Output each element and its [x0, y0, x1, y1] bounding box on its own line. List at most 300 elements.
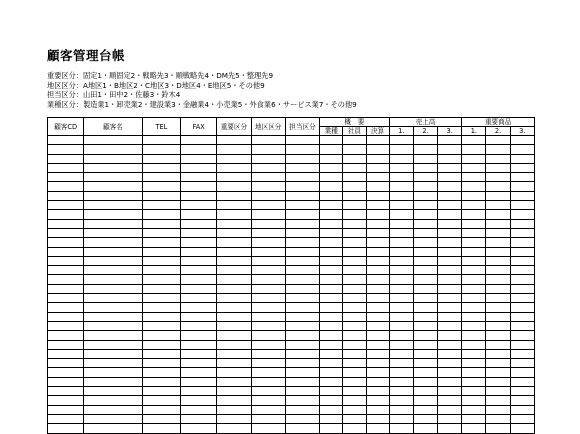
table-cell[interactable]	[48, 145, 84, 154]
table-cell[interactable]	[320, 396, 343, 405]
table-cell[interactable]	[285, 275, 319, 284]
table-cell[interactable]	[142, 294, 180, 303]
table-cell[interactable]	[510, 136, 534, 145]
table-cell[interactable]	[285, 163, 319, 172]
table-cell[interactable]	[413, 340, 437, 349]
table-cell[interactable]	[48, 247, 84, 256]
table-cell[interactable]	[142, 256, 180, 265]
table-cell[interactable]	[84, 219, 142, 228]
table-cell[interactable]	[413, 321, 437, 330]
table-cell[interactable]	[366, 182, 389, 191]
table-cell[interactable]	[285, 256, 319, 265]
table-cell[interactable]	[48, 414, 84, 423]
table-cell[interactable]	[462, 154, 486, 163]
table-cell[interactable]	[84, 340, 142, 349]
table-cell[interactable]	[389, 163, 413, 172]
table-cell[interactable]	[510, 340, 534, 349]
table-cell[interactable]	[217, 349, 251, 358]
table-cell[interactable]	[217, 145, 251, 154]
table-cell[interactable]	[413, 312, 437, 321]
table-cell[interactable]	[285, 303, 319, 312]
table-cell[interactable]	[366, 163, 389, 172]
table-cell[interactable]	[438, 377, 462, 386]
table-cell[interactable]	[142, 303, 180, 312]
table-cell[interactable]	[217, 331, 251, 340]
table-cell[interactable]	[389, 331, 413, 340]
table-cell[interactable]	[84, 396, 142, 405]
table-cell[interactable]	[486, 145, 510, 154]
table-cell[interactable]	[48, 396, 84, 405]
table-cell[interactable]	[142, 210, 180, 219]
table-cell[interactable]	[366, 312, 389, 321]
table-cell[interactable]	[486, 238, 510, 247]
table-cell[interactable]	[510, 145, 534, 154]
table-cell[interactable]	[413, 256, 437, 265]
table-cell[interactable]	[48, 321, 84, 330]
table-cell[interactable]	[285, 424, 319, 433]
table-cell[interactable]	[486, 201, 510, 210]
table-cell[interactable]	[462, 173, 486, 182]
table-cell[interactable]	[320, 387, 343, 396]
table-cell[interactable]	[84, 191, 142, 200]
table-cell[interactable]	[251, 136, 285, 145]
table-cell[interactable]	[142, 228, 180, 237]
table-cell[interactable]	[438, 136, 462, 145]
table-cell[interactable]	[142, 173, 180, 182]
table-cell[interactable]	[217, 191, 251, 200]
table-cell[interactable]	[251, 321, 285, 330]
table-cell[interactable]	[486, 331, 510, 340]
table-cell[interactable]	[320, 247, 343, 256]
table-cell[interactable]	[142, 145, 180, 154]
table-cell[interactable]	[217, 321, 251, 330]
table-cell[interactable]	[343, 228, 366, 237]
table-cell[interactable]	[366, 340, 389, 349]
table-cell[interactable]	[510, 331, 534, 340]
table-cell[interactable]	[217, 247, 251, 256]
table-cell[interactable]	[285, 228, 319, 237]
table-cell[interactable]	[486, 219, 510, 228]
table-cell[interactable]	[438, 201, 462, 210]
table-cell[interactable]	[181, 340, 217, 349]
table-cell[interactable]	[217, 154, 251, 163]
table-cell[interactable]	[285, 377, 319, 386]
table-cell[interactable]	[142, 154, 180, 163]
table-cell[interactable]	[413, 247, 437, 256]
table-cell[interactable]	[413, 349, 437, 358]
table-cell[interactable]	[48, 191, 84, 200]
table-cell[interactable]	[413, 377, 437, 386]
table-cell[interactable]	[486, 377, 510, 386]
table-cell[interactable]	[510, 284, 534, 293]
table-cell[interactable]	[486, 284, 510, 293]
table-cell[interactable]	[366, 247, 389, 256]
table-cell[interactable]	[343, 275, 366, 284]
table-cell[interactable]	[142, 424, 180, 433]
table-cell[interactable]	[366, 210, 389, 219]
table-cell[interactable]	[48, 266, 84, 275]
table-cell[interactable]	[366, 321, 389, 330]
table-cell[interactable]	[142, 368, 180, 377]
table-cell[interactable]	[486, 321, 510, 330]
table-cell[interactable]	[48, 173, 84, 182]
table-cell[interactable]	[510, 173, 534, 182]
table-cell[interactable]	[486, 387, 510, 396]
table-cell[interactable]	[251, 266, 285, 275]
table-cell[interactable]	[48, 368, 84, 377]
table-cell[interactable]	[510, 201, 534, 210]
table-cell[interactable]	[320, 136, 343, 145]
table-cell[interactable]	[510, 414, 534, 423]
table-cell[interactable]	[320, 191, 343, 200]
table-cell[interactable]	[84, 331, 142, 340]
table-cell[interactable]	[366, 219, 389, 228]
table-cell[interactable]	[320, 424, 343, 433]
table-cell[interactable]	[181, 145, 217, 154]
table-cell[interactable]	[285, 266, 319, 275]
table-cell[interactable]	[217, 219, 251, 228]
table-cell[interactable]	[486, 349, 510, 358]
table-cell[interactable]	[366, 284, 389, 293]
table-cell[interactable]	[84, 303, 142, 312]
table-cell[interactable]	[343, 359, 366, 368]
table-cell[interactable]	[217, 414, 251, 423]
table-cell[interactable]	[251, 294, 285, 303]
table-cell[interactable]	[84, 368, 142, 377]
table-cell[interactable]	[285, 136, 319, 145]
table-cell[interactable]	[343, 377, 366, 386]
table-cell[interactable]	[486, 359, 510, 368]
table-cell[interactable]	[251, 154, 285, 163]
table-cell[interactable]	[251, 359, 285, 368]
table-cell[interactable]	[389, 377, 413, 386]
table-cell[interactable]	[251, 377, 285, 386]
table-cell[interactable]	[389, 414, 413, 423]
table-cell[interactable]	[343, 424, 366, 433]
table-cell[interactable]	[181, 201, 217, 210]
table-cell[interactable]	[343, 349, 366, 358]
table-cell[interactable]	[510, 377, 534, 386]
table-cell[interactable]	[181, 294, 217, 303]
table-cell[interactable]	[510, 228, 534, 237]
table-cell[interactable]	[438, 275, 462, 284]
table-cell[interactable]	[251, 163, 285, 172]
table-cell[interactable]	[285, 182, 319, 191]
table-cell[interactable]	[217, 387, 251, 396]
table-cell[interactable]	[462, 359, 486, 368]
table-cell[interactable]	[366, 256, 389, 265]
table-cell[interactable]	[48, 387, 84, 396]
table-cell[interactable]	[48, 294, 84, 303]
table-cell[interactable]	[320, 331, 343, 340]
table-cell[interactable]	[413, 303, 437, 312]
table-cell[interactable]	[486, 154, 510, 163]
table-cell[interactable]	[510, 387, 534, 396]
table-cell[interactable]	[320, 228, 343, 237]
table-cell[interactable]	[320, 210, 343, 219]
table-cell[interactable]	[142, 349, 180, 358]
table-cell[interactable]	[251, 340, 285, 349]
table-cell[interactable]	[320, 284, 343, 293]
table-cell[interactable]	[413, 145, 437, 154]
table-cell[interactable]	[413, 368, 437, 377]
table-cell[interactable]	[142, 359, 180, 368]
table-cell[interactable]	[486, 163, 510, 172]
table-cell[interactable]	[320, 294, 343, 303]
table-cell[interactable]	[413, 182, 437, 191]
table-cell[interactable]	[438, 210, 462, 219]
table-cell[interactable]	[438, 303, 462, 312]
table-cell[interactable]	[181, 154, 217, 163]
table-cell[interactable]	[389, 201, 413, 210]
table-cell[interactable]	[510, 303, 534, 312]
table-cell[interactable]	[343, 191, 366, 200]
table-cell[interactable]	[366, 396, 389, 405]
table-cell[interactable]	[285, 349, 319, 358]
table-cell[interactable]	[389, 368, 413, 377]
table-cell[interactable]	[217, 163, 251, 172]
table-cell[interactable]	[251, 331, 285, 340]
table-cell[interactable]	[84, 321, 142, 330]
table-cell[interactable]	[413, 210, 437, 219]
table-cell[interactable]	[285, 238, 319, 247]
table-cell[interactable]	[84, 247, 142, 256]
table-cell[interactable]	[438, 294, 462, 303]
table-cell[interactable]	[413, 163, 437, 172]
table-cell[interactable]	[48, 340, 84, 349]
table-cell[interactable]	[462, 275, 486, 284]
table-cell[interactable]	[510, 210, 534, 219]
table-cell[interactable]	[413, 136, 437, 145]
table-cell[interactable]	[510, 256, 534, 265]
table-cell[interactable]	[320, 154, 343, 163]
table-cell[interactable]	[48, 349, 84, 358]
table-cell[interactable]	[251, 303, 285, 312]
table-cell[interactable]	[142, 136, 180, 145]
table-cell[interactable]	[389, 173, 413, 182]
table-cell[interactable]	[48, 238, 84, 247]
table-cell[interactable]	[343, 173, 366, 182]
table-cell[interactable]	[217, 396, 251, 405]
table-cell[interactable]	[413, 154, 437, 163]
table-cell[interactable]	[181, 163, 217, 172]
table-cell[interactable]	[217, 182, 251, 191]
table-cell[interactable]	[285, 145, 319, 154]
table-cell[interactable]	[217, 136, 251, 145]
table-cell[interactable]	[366, 424, 389, 433]
table-cell[interactable]	[142, 163, 180, 172]
table-cell[interactable]	[48, 136, 84, 145]
table-cell[interactable]	[84, 424, 142, 433]
table-cell[interactable]	[413, 396, 437, 405]
table-cell[interactable]	[366, 266, 389, 275]
table-cell[interactable]	[389, 191, 413, 200]
table-cell[interactable]	[181, 312, 217, 321]
table-cell[interactable]	[84, 284, 142, 293]
table-cell[interactable]	[320, 182, 343, 191]
table-cell[interactable]	[486, 182, 510, 191]
table-cell[interactable]	[413, 275, 437, 284]
table-cell[interactable]	[486, 228, 510, 237]
table-cell[interactable]	[251, 368, 285, 377]
table-cell[interactable]	[438, 349, 462, 358]
table-cell[interactable]	[217, 173, 251, 182]
table-cell[interactable]	[438, 256, 462, 265]
table-cell[interactable]	[84, 359, 142, 368]
table-cell[interactable]	[84, 238, 142, 247]
table-cell[interactable]	[84, 182, 142, 191]
table-cell[interactable]	[285, 312, 319, 321]
table-cell[interactable]	[510, 294, 534, 303]
table-cell[interactable]	[510, 163, 534, 172]
table-cell[interactable]	[251, 238, 285, 247]
table-cell[interactable]	[343, 182, 366, 191]
table-cell[interactable]	[320, 377, 343, 386]
table-cell[interactable]	[142, 321, 180, 330]
table-cell[interactable]	[84, 414, 142, 423]
table-cell[interactable]	[84, 163, 142, 172]
table-cell[interactable]	[343, 247, 366, 256]
table-cell[interactable]	[413, 387, 437, 396]
table-cell[interactable]	[320, 275, 343, 284]
table-cell[interactable]	[217, 294, 251, 303]
table-cell[interactable]	[389, 396, 413, 405]
table-cell[interactable]	[389, 387, 413, 396]
table-cell[interactable]	[389, 136, 413, 145]
table-cell[interactable]	[366, 331, 389, 340]
table-cell[interactable]	[389, 359, 413, 368]
table-cell[interactable]	[366, 154, 389, 163]
table-cell[interactable]	[217, 340, 251, 349]
table-cell[interactable]	[389, 349, 413, 358]
table-cell[interactable]	[462, 321, 486, 330]
table-cell[interactable]	[462, 191, 486, 200]
table-cell[interactable]	[343, 303, 366, 312]
table-cell[interactable]	[48, 377, 84, 386]
table-cell[interactable]	[285, 294, 319, 303]
table-cell[interactable]	[84, 201, 142, 210]
table-cell[interactable]	[486, 173, 510, 182]
table-cell[interactable]	[486, 424, 510, 433]
table-cell[interactable]	[217, 359, 251, 368]
table-cell[interactable]	[389, 228, 413, 237]
table-cell[interactable]	[462, 312, 486, 321]
table-cell[interactable]	[343, 219, 366, 228]
table-cell[interactable]	[84, 312, 142, 321]
table-cell[interactable]	[413, 284, 437, 293]
table-cell[interactable]	[320, 303, 343, 312]
table-cell[interactable]	[462, 294, 486, 303]
table-cell[interactable]	[181, 321, 217, 330]
table-cell[interactable]	[285, 359, 319, 368]
table-cell[interactable]	[142, 266, 180, 275]
table-cell[interactable]	[285, 210, 319, 219]
table-cell[interactable]	[181, 191, 217, 200]
table-cell[interactable]	[462, 163, 486, 172]
table-cell[interactable]	[285, 247, 319, 256]
table-cell[interactable]	[285, 396, 319, 405]
table-cell[interactable]	[217, 201, 251, 210]
table-cell[interactable]	[343, 414, 366, 423]
table-cell[interactable]	[320, 256, 343, 265]
table-cell[interactable]	[413, 173, 437, 182]
table-cell[interactable]	[251, 349, 285, 358]
table-cell[interactable]	[320, 201, 343, 210]
table-cell[interactable]	[413, 219, 437, 228]
table-cell[interactable]	[251, 312, 285, 321]
table-cell[interactable]	[142, 284, 180, 293]
table-cell[interactable]	[389, 294, 413, 303]
table-cell[interactable]	[320, 145, 343, 154]
table-cell[interactable]	[343, 321, 366, 330]
table-cell[interactable]	[438, 266, 462, 275]
table-cell[interactable]	[181, 368, 217, 377]
table-cell[interactable]	[320, 414, 343, 423]
table-cell[interactable]	[510, 266, 534, 275]
table-cell[interactable]	[462, 349, 486, 358]
table-cell[interactable]	[510, 182, 534, 191]
table-cell[interactable]	[510, 275, 534, 284]
table-cell[interactable]	[438, 145, 462, 154]
table-cell[interactable]	[389, 154, 413, 163]
table-cell[interactable]	[251, 201, 285, 210]
table-cell[interactable]	[285, 219, 319, 228]
table-cell[interactable]	[462, 247, 486, 256]
table-cell[interactable]	[320, 219, 343, 228]
table-cell[interactable]	[486, 247, 510, 256]
table-cell[interactable]	[84, 294, 142, 303]
table-cell[interactable]	[285, 414, 319, 423]
table-cell[interactable]	[48, 201, 84, 210]
table-cell[interactable]	[285, 368, 319, 377]
table-cell[interactable]	[142, 191, 180, 200]
table-cell[interactable]	[320, 163, 343, 172]
table-cell[interactable]	[486, 368, 510, 377]
table-cell[interactable]	[438, 154, 462, 163]
table-cell[interactable]	[510, 191, 534, 200]
table-cell[interactable]	[181, 349, 217, 358]
table-cell[interactable]	[142, 312, 180, 321]
table-cell[interactable]	[486, 414, 510, 423]
table-cell[interactable]	[48, 303, 84, 312]
table-cell[interactable]	[462, 414, 486, 423]
table-cell[interactable]	[142, 340, 180, 349]
table-cell[interactable]	[413, 359, 437, 368]
table-cell[interactable]	[343, 331, 366, 340]
table-cell[interactable]	[389, 321, 413, 330]
table-cell[interactable]	[438, 387, 462, 396]
table-cell[interactable]	[48, 182, 84, 191]
table-cell[interactable]	[343, 284, 366, 293]
table-cell[interactable]	[413, 238, 437, 247]
table-cell[interactable]	[251, 247, 285, 256]
table-cell[interactable]	[438, 247, 462, 256]
table-cell[interactable]	[462, 266, 486, 275]
table-cell[interactable]	[285, 340, 319, 349]
table-cell[interactable]	[438, 424, 462, 433]
table-cell[interactable]	[462, 145, 486, 154]
table-cell[interactable]	[181, 414, 217, 423]
table-cell[interactable]	[142, 182, 180, 191]
table-cell[interactable]	[285, 284, 319, 293]
table-cell[interactable]	[84, 256, 142, 265]
table-cell[interactable]	[217, 424, 251, 433]
table-cell[interactable]	[366, 377, 389, 386]
table-cell[interactable]	[181, 256, 217, 265]
table-cell[interactable]	[251, 256, 285, 265]
table-cell[interactable]	[462, 331, 486, 340]
table-cell[interactable]	[343, 294, 366, 303]
